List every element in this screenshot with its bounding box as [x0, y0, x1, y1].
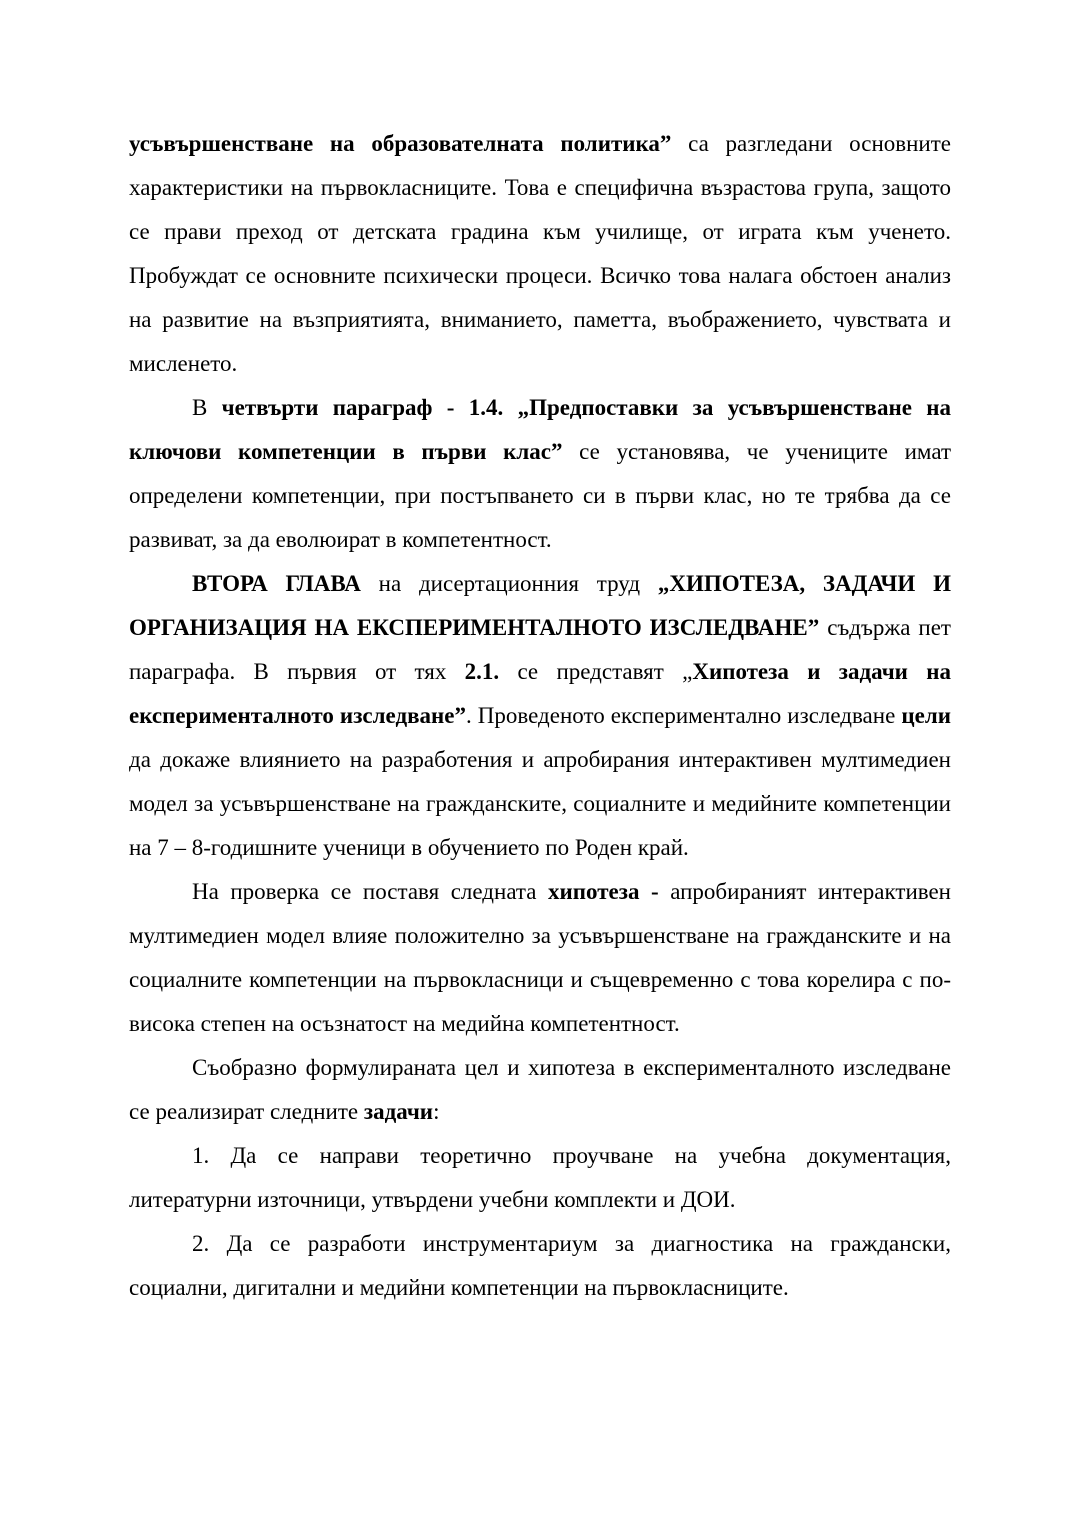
bold-text: задачи	[363, 1099, 434, 1124]
bold-text: „ХИПОТЕЗА, ЗАДАЧИ И ОРГАНИЗАЦИЯ НА ЕКСПЕРИМЕНТАЛНОТО ИЗСЛЕДВАНЕ”	[129, 571, 951, 640]
paragraph-text: да докаже влиянието на разработения и апробирания интерактивен мултимедиен модел за усъвършенстване на гражданските, социалните и медийните компетенции на 7 – 8-годишните ученици в обучението по Роден край.	[129, 747, 951, 860]
bold-text: хипотеза -	[548, 879, 659, 904]
paragraph-1	[129, 122, 951, 386]
bold-text: четвърти параграф - 1.4. „Предпоставки за усъвършенстване на ключови компетенции в първи клас”	[129, 395, 951, 464]
paragraph-text: на дисертационния труд	[360, 571, 658, 596]
paragraph-text: В	[192, 395, 222, 420]
paragraph-4	[129, 870, 951, 1046]
paragraph-text: апробираният интерактивен мултимедиен модел влияе положително за усъвършенстване на гражданските и на социалните компетенции на първокласници и същевременно с това корелира с по-висока степен на осъзнатост на медийна компетентност.	[129, 879, 951, 1036]
bold-text: 2.1.	[464, 659, 500, 684]
paragraph-text: се представят „	[499, 659, 693, 684]
paragraph-text: Съобразно формулираната цел и хипотеза в експерименталното изследване се реализират следните	[129, 1055, 951, 1124]
paragraph-text: се установява, че учениците имат определени компетенции, при постъпването си в първи клас, но те трябва да се развиват, за да еволюират в компетентност.	[129, 439, 951, 552]
paragraph-text: са разгледани основните характеристики на първокласниците. Това е специфична възрастова група, защото се прави преход от детската градина към училище, от играта към ученето. Пробуждат се основните психически процеси. Всичко това налага обстоен анализ на развитие на възприятията, вниманието, паметта, въображението, чувствата и мисленето.	[129, 131, 951, 376]
bold-text: Хипотеза и задачи на експерименталното изследване”	[129, 659, 951, 728]
paragraph-5	[129, 1046, 951, 1134]
task-item-1: 1. Да се направи теоретично проучване на учебна документация, литературни източници, утвърдени учебни комплекти и ДОИ.	[129, 1143, 951, 1212]
bold-text: усъвършенстване на образователната политика”	[129, 131, 672, 156]
paragraph-text: . Проведеното експериментално изследване	[465, 703, 902, 728]
task-item-2: 2. Да се разработи инструментариум за диагностика на граждански, социални, дигитални и медийни компетенции на първокласниците.	[129, 1231, 951, 1300]
document-body	[129, 122, 951, 1310]
bold-text: ВТОРА ГЛАВА	[192, 571, 361, 596]
paragraph-3	[129, 562, 951, 870]
paragraph-text: На проверка се поставя следната	[192, 879, 549, 904]
paragraph-text: :	[433, 1099, 440, 1124]
paragraph-2	[129, 386, 951, 562]
paragraph-text: съдържа пет параграфа. В първия от тях	[129, 615, 951, 684]
bold-text: цели	[901, 703, 951, 728]
